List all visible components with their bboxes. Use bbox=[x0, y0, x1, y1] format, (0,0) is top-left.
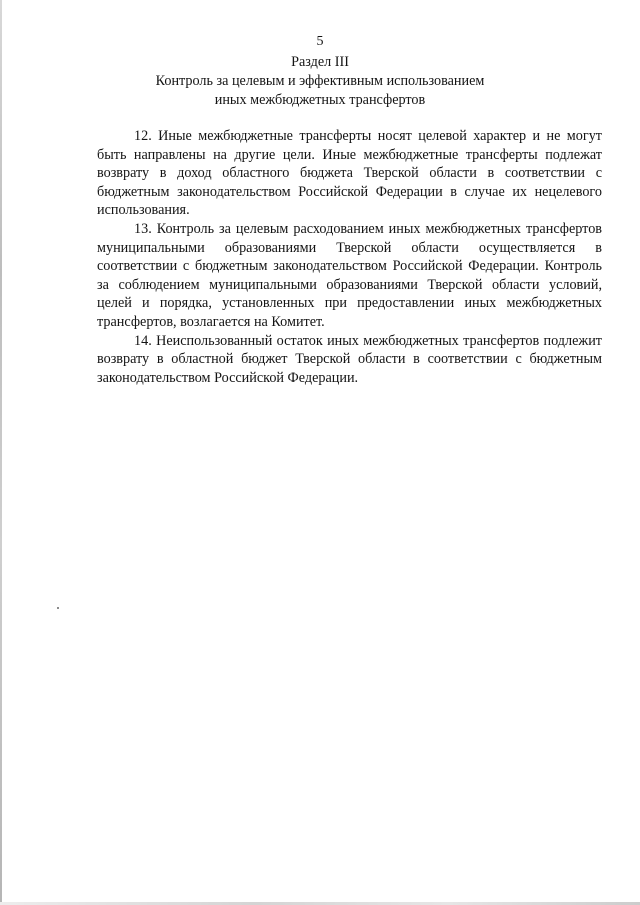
section-heading-line-2: иных межбюджетных трансфертов bbox=[214, 92, 426, 108]
scan-speck bbox=[57, 607, 59, 609]
paragraph-14: 14. Неиспользованный остаток иных межбюджетных трансфертов подлежит возврату в областной бюджет Тверской области в соответствии с бюджетным законодательством Российской Федерации. bbox=[97, 332, 602, 386]
scan-left-edge bbox=[0, 0, 2, 905]
section-heading-line-1: Контроль за целевым и эффективным использованием bbox=[155, 73, 485, 89]
page-number: 5 bbox=[316, 34, 324, 49]
section-heading bbox=[150, 53, 490, 110]
section-title: Раздел III bbox=[291, 54, 349, 70]
paragraph-12: 12. Иные межбюджетные трансферты носят целевой характер и не могут быть направлены на другие цели. Иные межбюджетные трансферты подлежат возврату в доход областного бюджета Тверской области в соответствии с бюджетным законодательством Российской Федерации в случае их нецелевого использования. bbox=[97, 128, 602, 219]
paragraph-13: 13. Контроль за целевым расходованием иных межбюджетных трансфертов муниципальными образованиями Тверской области осуществляется в соответствии с бюджетным законодательством Российской Федерации. Контроль за соблюдением муниципальными образованиями Тверской области условий, целей и порядка, установленных при предоставлении иных межбюджетных трансфертов, возлагается на Комитет. bbox=[97, 220, 602, 330]
document-body bbox=[97, 127, 602, 387]
